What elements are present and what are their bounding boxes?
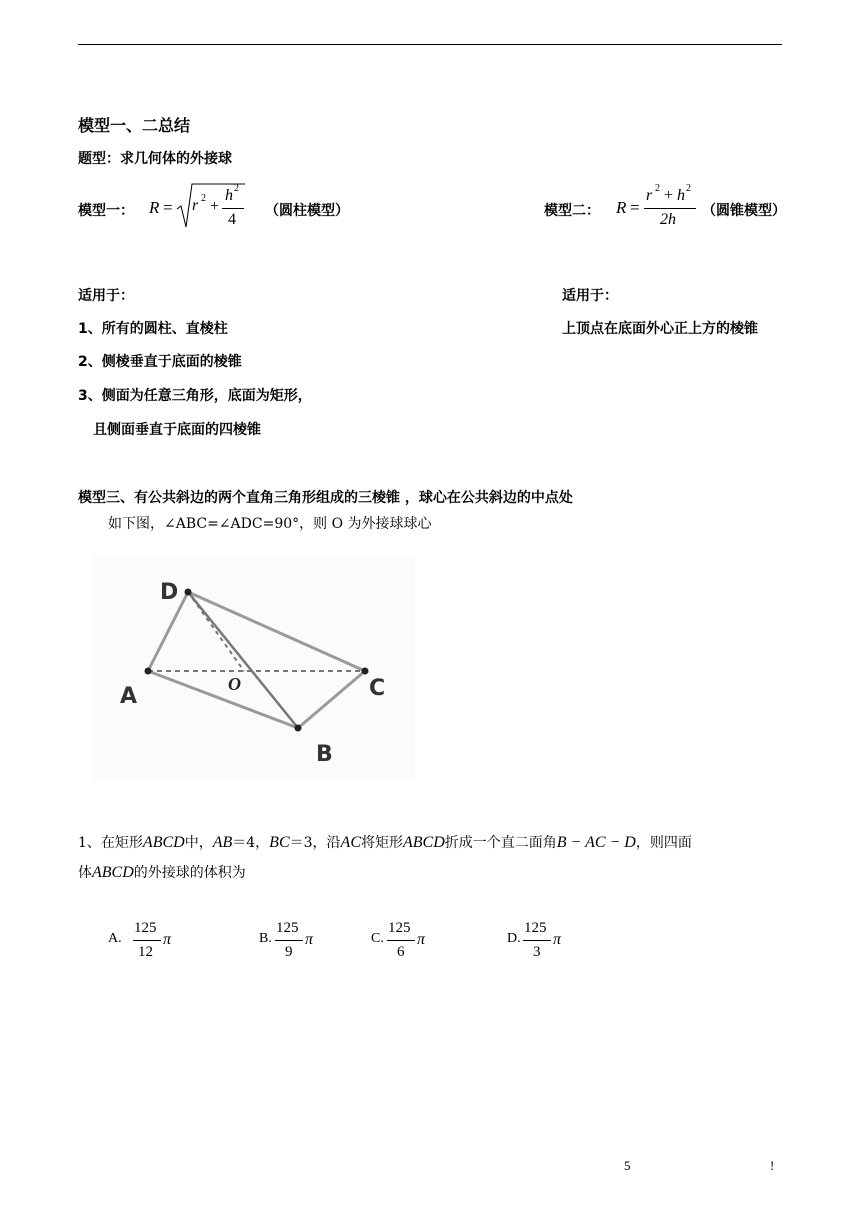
model3-title: 模型三、有公共斜边的两个直角三角形组成的三棱锥 ，球心在公共斜边的中点处 bbox=[78, 490, 573, 506]
label-O: O bbox=[228, 674, 241, 694]
model2-num-h-exp: 2 bbox=[686, 183, 691, 194]
model2-num-h: h bbox=[677, 187, 685, 204]
label-C: C bbox=[369, 676, 386, 701]
model2-frac-bar bbox=[644, 208, 696, 209]
model2-num-r-exp: 2 bbox=[655, 183, 660, 194]
page-number: 5 bbox=[624, 1158, 631, 1173]
applies-left-title: 适用于： bbox=[78, 288, 134, 304]
model1-r: r bbox=[192, 197, 199, 214]
model2-num-plus: + bbox=[664, 187, 674, 204]
tetrahedron-figure bbox=[92, 556, 415, 781]
applies-left-item: 3、侧面为任意三角形，底面为矩形， bbox=[78, 388, 312, 404]
vertex-A bbox=[145, 668, 152, 675]
edge-DC bbox=[188, 592, 365, 671]
tetrahedron-diagram bbox=[92, 556, 415, 781]
question-type: 题型：求几何体的外接球 bbox=[78, 151, 232, 167]
model2-label: 模型二： bbox=[544, 203, 600, 219]
applies-right-title: 适用于： bbox=[562, 288, 618, 304]
problem-line-1: 1、在矩形ABCD中，AB＝4，BC＝3，沿AC将矩形ABCD折成一个直二面角B − AC − D，则四面 bbox=[78, 834, 692, 851]
model1-den: 4 bbox=[228, 211, 236, 228]
applies-left-item: 1、所有的圆柱、直棱柱 bbox=[78, 321, 228, 337]
label-D: D bbox=[160, 580, 179, 605]
model1-frac-bar bbox=[222, 208, 244, 209]
model2-num-r: r bbox=[646, 187, 653, 204]
vertex-D bbox=[185, 589, 192, 596]
footer-mark: ! bbox=[770, 1158, 775, 1173]
model1-h: h bbox=[225, 187, 233, 204]
label-A: A bbox=[120, 684, 138, 709]
model2-den: 2h bbox=[660, 211, 676, 228]
header-rule bbox=[78, 44, 782, 45]
model1-label: 模型一： bbox=[78, 203, 134, 219]
model2-R: R bbox=[616, 198, 627, 217]
applies-left-item: 2、侧棱垂直于底面的棱锥 bbox=[78, 354, 242, 370]
applies-right-item: 上顶点在底面外心正上方的棱锥 bbox=[562, 321, 758, 337]
problem-line-2: 体ABCD的外接球的体积为 bbox=[78, 864, 246, 881]
vertex-B bbox=[295, 725, 302, 732]
model1-plus: + bbox=[210, 198, 220, 215]
model1-h-exp: 2 bbox=[234, 183, 239, 194]
model1-name: （圆柱模型） bbox=[265, 203, 349, 219]
section-heading: 模型一、二总结 bbox=[78, 116, 191, 135]
model1-r-exp: 2 bbox=[201, 193, 206, 204]
model1-equals: = bbox=[163, 198, 173, 217]
vertex-C bbox=[362, 668, 369, 675]
model2-equals: = bbox=[630, 198, 640, 217]
edge-BC bbox=[298, 671, 365, 728]
label-B: B bbox=[316, 742, 333, 767]
model3-caption: 如下图，∠ABC=∠ADC=90°，则 O 为外接球球心 bbox=[108, 516, 432, 532]
model1-R: R bbox=[149, 198, 160, 217]
applies-left-item: 且侧面垂直于底面的四棱锥 bbox=[93, 422, 261, 438]
model2-name: （圆锥模型） bbox=[702, 203, 786, 219]
